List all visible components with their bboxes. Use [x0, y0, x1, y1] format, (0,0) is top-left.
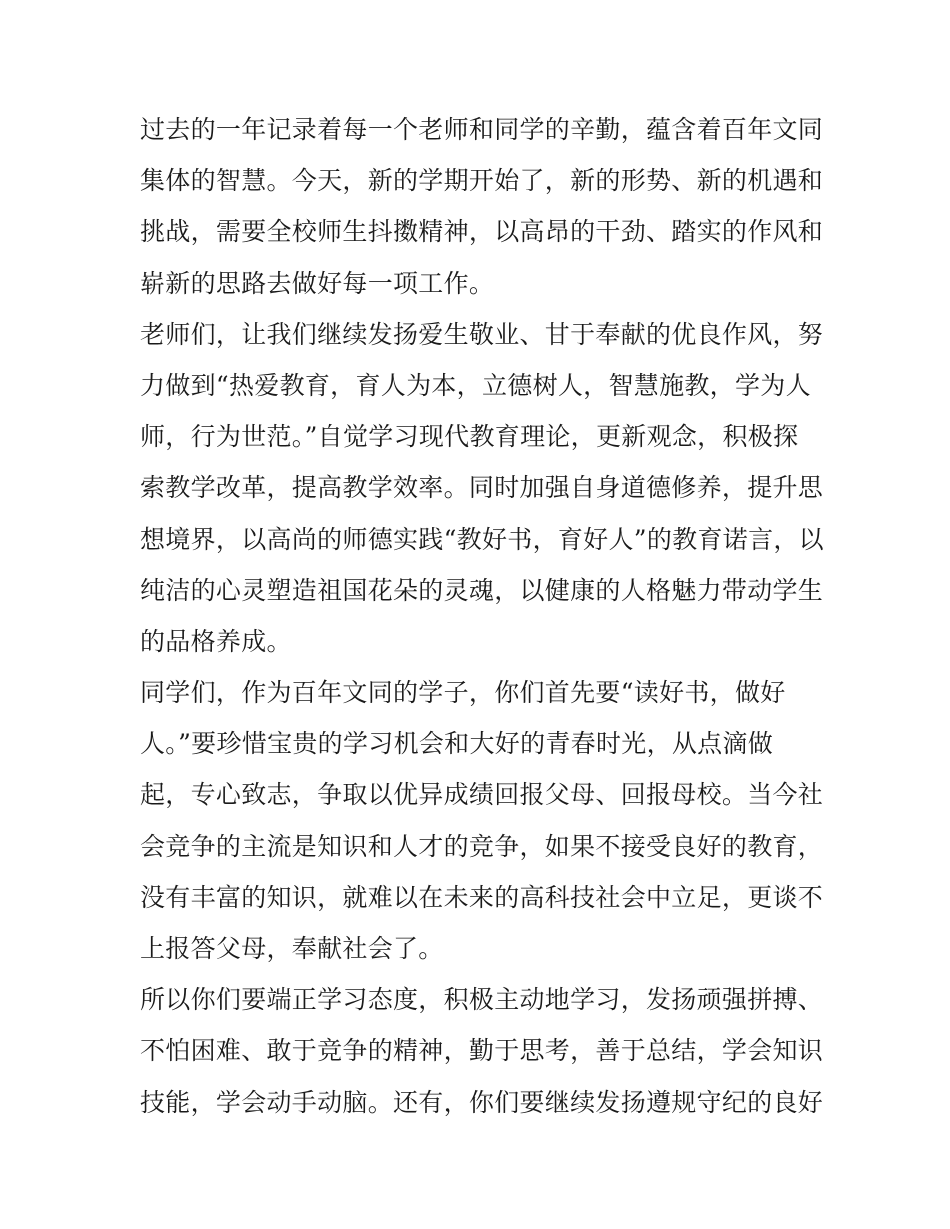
text-line: 想境界，以高尚的师德实践“教好书，育好人”的教育诺言，以: [140, 524, 824, 554]
text-line: 人。”要珍惜宝贵的学习机会和大好的青春时光，从点滴做: [140, 729, 774, 759]
text-line: 崭新的思路去做好每一项工作。: [140, 268, 495, 298]
text-line: 集体的智慧。今天，新的学期开始了，新的形势、新的机遇和: [140, 166, 824, 196]
text-line: 挑战，需要全校师生抖擞精神，以高昂的干劲、踏实的作风和: [140, 217, 824, 247]
text-line: 索教学改革，提高教学效率。同时加强自身道德修养，提升思: [140, 473, 824, 503]
text-line: 师，行为世范。”自觉学习现代教育理论，更新观念，积极探: [140, 422, 799, 452]
text-line: 会竞争的主流是知识和人才的竞争，如果不接受良好的教育，: [140, 831, 824, 861]
text-line: 不怕困难、敢于竞争的精神，勤于思考，善于总结，学会知识: [140, 1036, 824, 1066]
text-line: 过去的一年记录着每一个老师和同学的辛勤，蕴含着百年文同: [140, 115, 824, 144]
text-line: 所以你们要端正学习态度，积极主动地学习，发扬顽强拼搏、: [140, 985, 824, 1015]
text-line: 上报答父母，奉献社会了。: [140, 934, 444, 963]
text-line: 纯洁的心灵塑造祖国花朵的灵魂，以健康的人格魅力带动学生: [140, 575, 824, 605]
text-line: 老师们，让我们继续发扬爱生敬业、甘于奉献的优良作风，努: [140, 319, 824, 349]
text-line: 的品格养成。: [140, 626, 292, 656]
text-line: 没有丰富的知识，就难以在未来的高科技社会中立足，更谈不: [140, 882, 824, 912]
text-line: 力做到“热爱教育，育人为本，立德树人，智慧施教，学为人: [140, 370, 811, 400]
text-line: 同学们，作为百年文同的学子，你们首先要“读好书，做好: [140, 678, 786, 708]
document-body: [140, 104, 824, 1128]
text-line: 技能，学会动手动脑。还有，你们要继续发扬遵规守纪的良好: [140, 1087, 824, 1117]
text-line: 起，专心致志，争取以优异成绩回报父母、回报母校。当今社: [140, 780, 824, 810]
